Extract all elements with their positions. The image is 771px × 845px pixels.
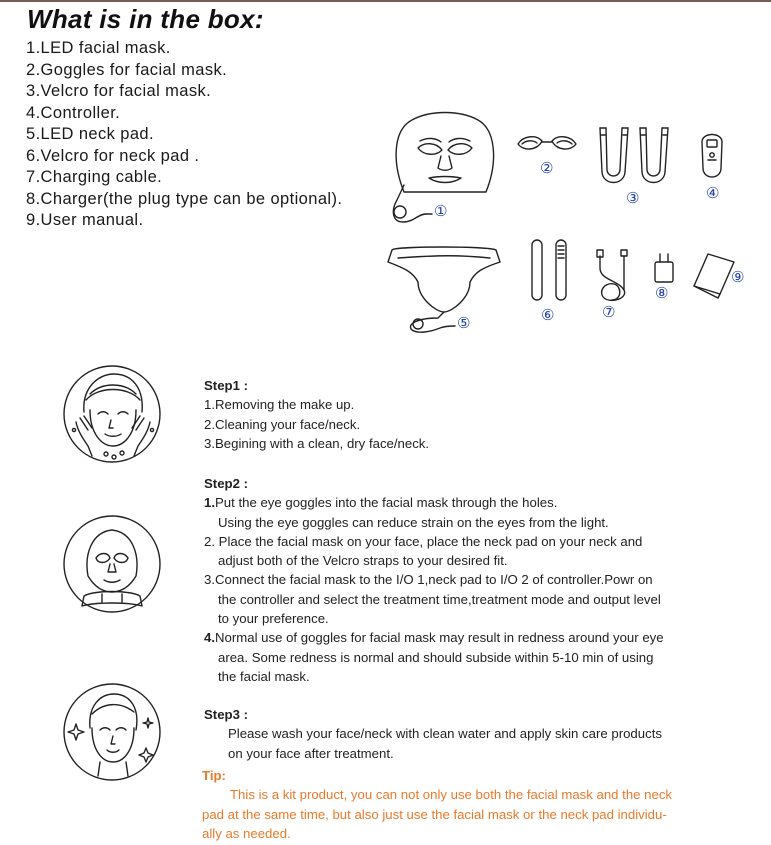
step2-item-1 — [204, 493, 664, 512]
list-item: 2.Goggles for facial mask. — [26, 60, 228, 79]
tip-section — [202, 766, 672, 843]
part-number: ⑦ — [602, 303, 616, 321]
step1-item: 3.Begining with a clean, dry face/neck. — [204, 435, 430, 451]
list-item: 5.LED neck pad. — [26, 125, 154, 143]
part-number: ① — [434, 202, 448, 220]
item-continuation: the controller and select the treatment time,treatment mode and output level — [218, 591, 661, 607]
list-item: 1.LED facial mask. — [26, 39, 171, 57]
list-item: 3.Velcro for facial mask. — [26, 82, 212, 100]
step3-title: Step3 : — [204, 707, 248, 722]
step1-item: 1.Removing the make up. — [204, 397, 355, 413]
part-number: ④ — [706, 184, 720, 202]
step1-title: Step1 : — [204, 378, 248, 393]
user-manual-icon — [694, 254, 734, 298]
part-number: ⑥ — [541, 306, 555, 324]
charger-icon — [655, 254, 673, 282]
part-number: ⑧ — [655, 284, 669, 302]
item-text: Normal use of goggles for facial mask may result in redness around your eye — [215, 630, 664, 646]
item-continuation: Using the eye goggles can reduce strain on the eyes from the light. — [218, 514, 609, 530]
step3-line: Please wash your face/neck with clean water and apply skin care products — [228, 726, 662, 742]
step3-line: on your face after treatment. — [228, 745, 394, 761]
item-text: Place the facial mask on your face, place the neck pad on your neck and — [218, 533, 643, 549]
clean-face-icon — [58, 678, 166, 786]
item-number: 1. — [204, 495, 215, 511]
item-continuation: adjust both of the Velcro straps to your desired fit. — [218, 553, 508, 569]
mask-wearing-icon — [58, 510, 166, 618]
tip-line: ally as needed. — [202, 825, 291, 841]
goggles-icon — [518, 137, 576, 149]
part-number: ⑤ — [457, 314, 471, 332]
controller-icon — [702, 135, 722, 178]
part-number: ③ — [626, 189, 640, 207]
step2-title: Step2 : — [204, 476, 248, 491]
list-item: 7.Charging cable. — [26, 168, 163, 186]
tip-title: Tip: — [202, 768, 226, 783]
step2-item-3 — [204, 570, 664, 589]
neck-velcro-icon — [532, 240, 566, 300]
list-item: 8.Charger(the plug type can be optional). — [26, 189, 343, 208]
item-number: 2. — [204, 533, 215, 549]
step2-section — [204, 474, 664, 686]
item-text: Connect the facial mask to the I/O 1,neck pad to I/O 2 of controller.Powr on — [215, 572, 653, 588]
kit-parts-illustration — [0, 0, 771, 340]
mask-velcro-icon — [600, 128, 668, 183]
item-continuation: the facial mask. — [218, 668, 310, 684]
charging-cable-icon — [597, 250, 627, 300]
list-item: 6.Velcro for neck pad . — [26, 146, 200, 165]
page-title: What is in the box: — [27, 4, 264, 34]
step2-item-2 — [204, 532, 664, 551]
step1-section — [204, 376, 429, 453]
list-item: 9.User manual. — [26, 211, 144, 229]
tip-line: This is a kit product, you can not only use both the facial mask and the neck — [230, 787, 673, 803]
item-text: Put the eye goggles into the facial mask through the holes. — [215, 495, 558, 511]
item-continuation: area. Some redness is normal and should subside within 5-10 min of using — [218, 649, 654, 665]
list-item: 4.Controller. — [26, 103, 121, 122]
step1-item: 2.Cleaning your face/neck. — [204, 416, 361, 432]
step3-section — [204, 705, 662, 763]
item-number: 4. — [204, 630, 215, 646]
neck-pad-icon — [388, 247, 500, 332]
part-number: ② — [540, 159, 554, 177]
item-number: 3. — [204, 572, 215, 588]
tip-line: pad at the same time, but also just use the facial mask or the neck pad individu- — [202, 806, 667, 822]
part-number: ⑨ — [731, 268, 745, 286]
item-continuation: to your preference. — [218, 611, 329, 627]
washing-face-icon — [58, 360, 166, 468]
step2-item-4 — [204, 628, 664, 647]
